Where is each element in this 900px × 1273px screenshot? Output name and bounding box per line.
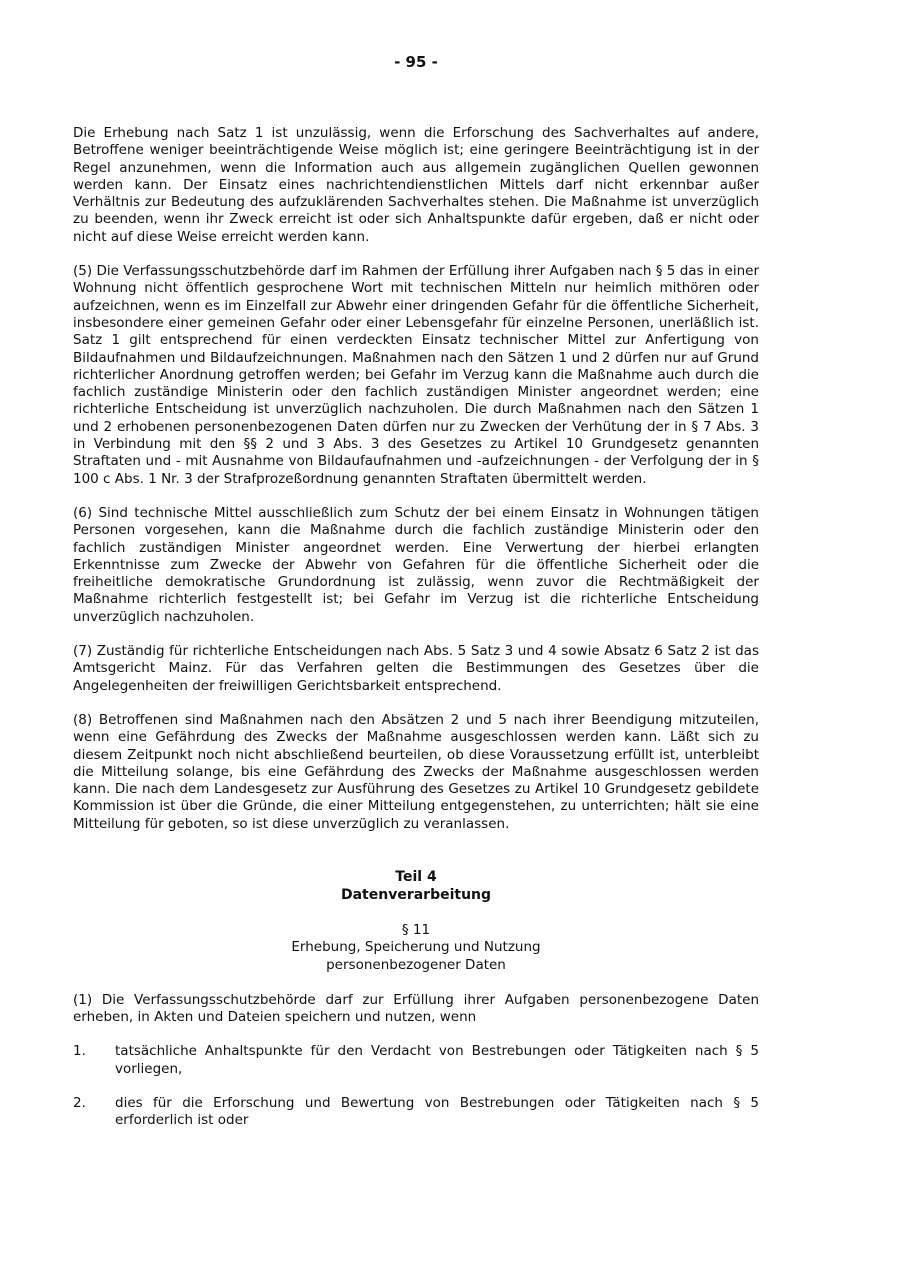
- list-item: [73, 1095, 759, 1130]
- list-text: dies für die Erforschung und Bewertung von Bestrebungen oder Tätigkeiten nach § 5 erforderlich ist oder: [115, 1095, 759, 1129]
- paragraph-6: (6) Sind technische Mittel ausschließlich zum Schutz der bei einem Einsatz in Wohnungen tätigen Personen vorgesehen, kann die Maßnahme durch die fachlich zuständige Ministerin oder den fachlich zuständigen Minister angeordnet werden. Eine Verwertung der hierbei erlangten Erkenntnisse zum Zwecke der Abwehr von Gefahren für die öffentliche Sicherheit oder die freiheitliche demokratische Grundordnung ist zulässig, wenn zuvor die Rechtmäßigkeit der Maßnahme richterlich festgestellt ist; bei Gefahr im Verzug ist die richterliche Entscheidung unverzüglich nachzuholen.: [73, 504, 759, 625]
- section-intro: (1) Die Verfassungsschutzbehörde darf zur Erfüllung ihrer Aufgaben personenbezogene Daten erheben, in Akten und Dateien speichern und nutzen, wenn: [73, 991, 759, 1026]
- list-number: 2.: [73, 1095, 86, 1112]
- paragraph-intro: Die Erhebung nach Satz 1 ist unzulässig, wenn die Erforschung des Sachverhaltes auf andere, Betroffene weniger beeinträchtigende Weise möglich ist; eine geringere Beeinträchtigung ist in der Regel anzunehmen, wenn die Information auch aus allgemein zugänglichen Quellen gewonnen werden kann. Der Einsatz eines nachrichtendienstlichen Mittels darf nicht erkennbar außer Verhältnis zur Bedeutung des aufzuklärenden Sachverhaltes stehen. Die Maßnahme ist unverzüglich zu beenden, wenn ihr Zweck erreicht ist oder sich Anhaltspunkte dafür ergeben, daß er nicht oder nicht auf diese Weise erreicht werden kann.: [73, 125, 759, 245]
- list-item: [73, 1043, 759, 1078]
- page-number: - 95 -: [394, 53, 438, 71]
- list-number: 1.: [73, 1043, 86, 1060]
- list-text: tatsächliche Anhaltspunkte für den Verdacht von Bestrebungen oder Tätigkeiten nach § 5 vorliegen,: [115, 1043, 759, 1077]
- paragraph-7: (7) Zuständig für richterliche Entscheidungen nach Abs. 5 Satz 3 und 4 sowie Absatz 6 Satz 2 ist das Amtsgericht Mainz. Für das Verfahren gelten die Bestimmungen des Gesetzes über die Angelegenheiten der freiwilligen Gerichtsbarkeit entsprechend.: [73, 643, 759, 694]
- section-title-line1: Erhebung, Speicherung und Nutzung: [291, 939, 541, 956]
- document-body: [73, 125, 759, 1147]
- section-title-line2: personenbezogener Daten: [326, 956, 506, 973]
- part-heading: [73, 868, 759, 904]
- section-number: § 11: [401, 921, 431, 938]
- part-number: Teil 4: [395, 868, 437, 885]
- paragraph-8: (8) Betroffenen sind Maßnahmen nach den Absätzen 2 und 5 nach ihrer Beendigung mitzuteilen, wenn eine Gefährdung des Zwecks der Maßnahme ausgeschlossen werden kann. Läßt sich zu diesem Zeitpunkt noch nicht abschließend beurteilen, ob diese Voraussetzung erfüllt ist, unterbleibt die Mitteilung solange, bis eine Gefährdung des Zwecks der Maßnahme ausgeschlossen werden kann. Die nach dem Landesgesetz zur Ausführung des Gesetzes zu Artikel 10 Grundgesetz gebildete Kommission ist über die Gründe, die einer Mitteilung entgegenstehen, zu unterrichten; hält sie eine Mitteilung für geboten, so ist diese unverzüglich zu veranlassen.: [73, 711, 759, 832]
- section-heading: [73, 922, 759, 974]
- part-title: Datenverarbeitung: [340, 886, 492, 903]
- paragraph-5: (5) Die Verfassungsschutzbehörde darf im Rahmen der Erfüllung ihrer Aufgaben nach § 5 das in einer Wohnung nicht öffentlich gesprochene Wort mit technischen Mitteln nur heimlich mithören oder aufzeichnen, wenn es im Einzelfall zur Abwehr einer dringenden Gefahr für die öffentliche Sicherheit, insbesondere einer gemeinen Gefahr oder einer Lebensgefahr für einzelne Personen, unerläßlich ist. Satz 1 gilt entsprechend für einen verdeckten Einsatz technischer Mittel zur Anfertigung von Bildaufnahmen und Bildaufzeichnungen. Maßnahmen nach den Sätzen 1 und 2 dürfen nur auf Grund richterlicher Anordnung getroffen werden; bei Gefahr im Verzug kann die Maßnahme auch durch die fachlich zuständige Ministerin oder den fachlich zuständigen Minister angeordnet werden; eine richterliche Entscheidung ist unverzüglich nachzuholen. Die durch Maßnahmen nach den Sätzen 1 und 2 erhobenen personenbezogenen Daten dürfen nur zu Zwecken der Verhütung der in § 7 Abs. 3 in Verbindung mit den §§ 2 und 3 Abs. 3 des Gesetzes zu Artikel 10 Grundgesetz genannten Straftaten und - mit Ausnahme von Bildaufaufnahmen und -aufzeichnungen - der Verfolgung der in § 100 c Abs. 1 Nr. 3 der Strafprozeßordnung genannten Straftaten übermittelt werden.: [73, 263, 759, 487]
